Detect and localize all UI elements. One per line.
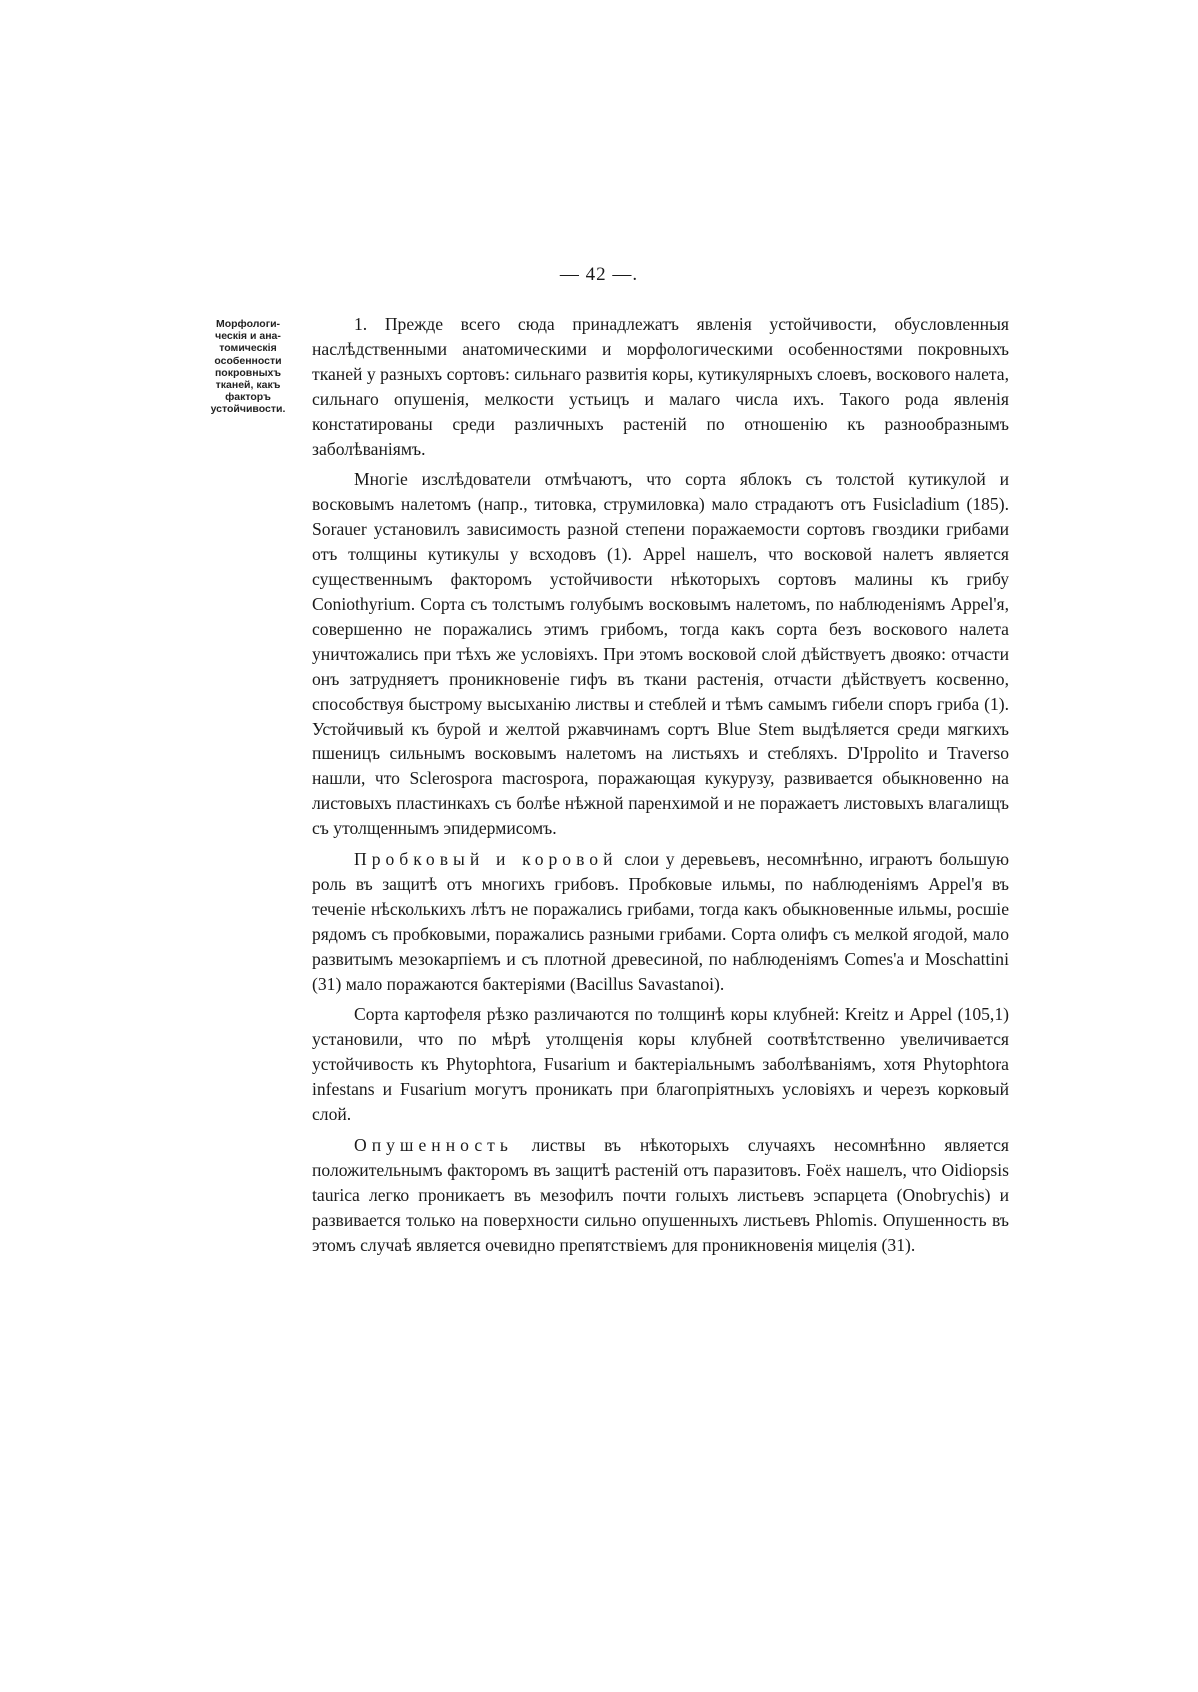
paragraph-5 (312, 1133, 1009, 1258)
paragraph-lead: Опушенность (354, 1135, 513, 1155)
paragraph-text: Сорта картофеля рѣзко различаются по толщинѣ коры клубней: Kreitz и Appel (105,1) установили, что по мѣрѣ утолщенія коры клубней соотвѣтственно увеличивается устойчивость къ Phytophtora, Fusarium и бактеріальнымъ заболѣваніямъ, хотя Phytophtora infestans и Fusarium могутъ проникать при благопріятныхъ условіяхъ и черезъ корковый слой. (312, 1004, 1009, 1125)
margin-note-line: ческія и ана- (215, 330, 281, 343)
paragraph-2 (312, 467, 1009, 841)
margin-note-line: устойчивости. (210, 403, 286, 416)
body-text (312, 312, 1009, 1258)
paragraph-text: листвы въ нѣкоторыхъ случаяхъ несомнѣнно является положительнымъ факторомъ въ защитѣ растеній отъ паразитовъ. Foëx нашелъ, что Oidiopsis taurica легко проникаетъ въ мезофилъ почти голыхъ листьевъ эспарцета (Onobrychis) и развивается только на поверхности сильно опушенныхъ листьевъ Phlomis. Опушенность въ этомъ случаѣ является очевидно препятствіемъ для проникновенія мицелія (31). (312, 1135, 1009, 1255)
margin-note-line: факторъ (225, 391, 271, 404)
paragraph-lead: Пробковый и коровой (354, 849, 618, 870)
paragraph-text: 1. Прежде всего сюда принадлежатъ явленія устойчивости, обусловленныя наслѣдственными анатомическими и морфологическими особенностями покровныхъ тканей у разныхъ сортовъ: сильнаго развитія коры, кутикулярныхъ слоевъ, воскового налета, сильнаго опушенія, мелкости устьицъ и малаго числа ихъ. Такого рода явленія констатированы среди различныхъ растеній по отношенію къ разнообразнымъ заболѣваніямъ. (312, 314, 1009, 459)
paragraph-4 (312, 1002, 1009, 1127)
paragraph-text: Многіе изслѣдователи отмѣчаютъ, что сорта яблокъ съ толстой кутикулой и восковымъ налетомъ (напр., титовка, струмиловка) мало страдаютъ отъ Fusicladium (185). Sorauer установилъ зависимость разной степени поражаемости сортовъ гвоздики грибами отъ толщины кутикулы у всходовъ (1). Appel нашелъ, что восковой налетъ является существеннымъ факторомъ устойчивости нѣкоторыхъ сортовъ малины къ грибу Coniothyrium. Сорта съ толстымъ голубымъ восковымъ налетомъ, по наблюденіямъ Appel'я, совершенно не поражались этимъ грибомъ, тогда какъ сорта безъ воскового налета уничтожались при тѣхъ же условіяхъ. При этомъ восковой слой дѣйствуетъ двояко: отчасти онъ затрудняетъ проникновеніе гифъ въ ткани растенія, отчасти дѣйствуетъ косвенно, способствуя быстрому высыханію листвы и стеблей и тѣмъ самымъ гибели споръ гриба (1). Устойчивый къ бурой и желтой ржавчинамъ сортъ Blue Stem выдѣляется среди мягкихъ пшеницъ сильнымъ восковымъ налетомъ на листьяхъ и стебляхъ. D'Ippolito и Traverso нашли, что Sclerospora macrospora, поражающая кукурузу, развивается обыкновенно на листовыхъ пластинкахъ съ болѣе нѣжной паренхимой и не поражаетъ листовыхъ влагалищъ съ утолщеннымъ эпидермисомъ. (312, 469, 1009, 839)
margin-note-line: тканей, какъ (215, 379, 281, 392)
margin-note-line: покровныхъ (214, 366, 282, 379)
paragraph-3 (312, 847, 1009, 996)
margin-note-line: особенности (214, 354, 282, 367)
page-number: — 42 —. (559, 264, 639, 285)
margin-note-line: томическія (219, 342, 277, 355)
margin-note-line: Морфологи- (215, 318, 281, 330)
paragraph-1 (312, 312, 1009, 461)
margin-note (196, 318, 300, 416)
paragraph-text: слои у деревьевъ, несомнѣнно, играютъ большую роль въ защитѣ отъ многихъ грибовъ. Пробковые ильмы, по наблюденіямъ Appel'я въ теченіе нѣсколькихъ лѣтъ не поражались грибами, тогда какъ обыкновенные ильмы, росшіе рядомъ съ пробковыми, поражались разными грибами. Сорта олифъ съ мелкой ягодой, мало развитымъ мезокарпіемъ и съ плотной древесиной, по наблюденіямъ Comes'а и Moschattini (31) мало поражаются бактеріями (Bacillus Savastanoi). (312, 849, 1009, 994)
